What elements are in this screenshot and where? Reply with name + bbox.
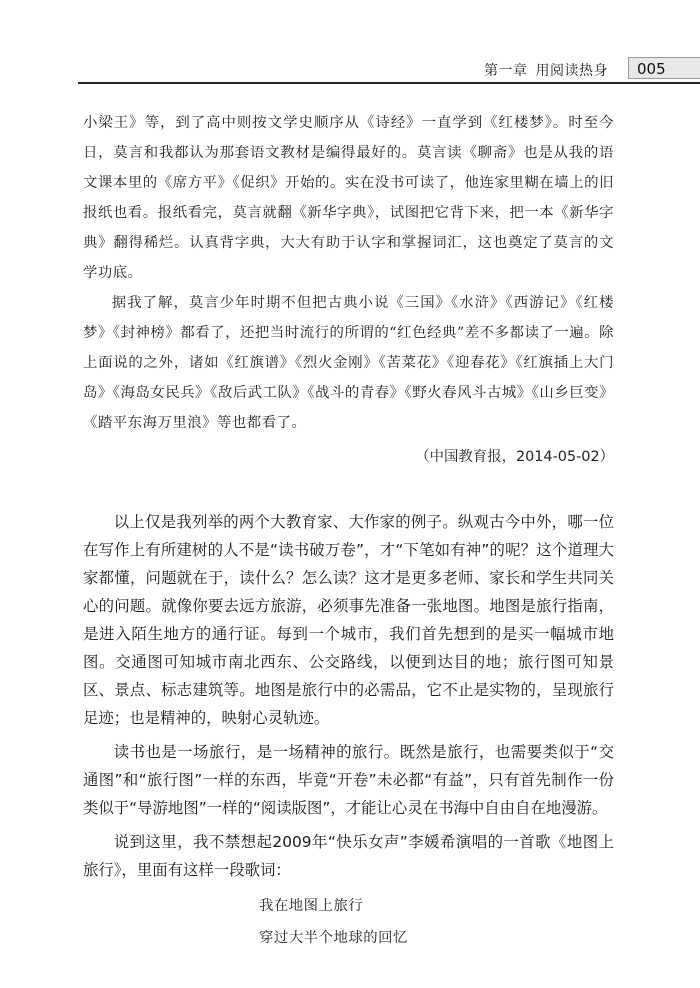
- chapter-title: 用阅读热身: [535, 63, 608, 79]
- main-text: [83, 508, 614, 884]
- body-paragraph: 说到这里，我不禁想起2009年“快乐女声”李媛希演唱的一首歌《地图上旅行》，里面有这样一段歌词：: [83, 833, 614, 879]
- lyric-line: 我在地图上旅行: [259, 898, 364, 914]
- header-rule: [78, 82, 700, 84]
- chapter-number: 第一章: [484, 63, 528, 79]
- lyric-line: 穿过大半个地球的回忆: [259, 930, 408, 946]
- body-paragraph: 读书也是一场旅行，是一场精神的旅行。既然是旅行，也需要类似于“交通图”和“旅行图”一样的东西，毕竟“开卷”未必都“有益”，只有首先制作一份类似于“导游地图”一样的“阅读版图”，才能让心灵在书海中自由自在地漫游。: [83, 743, 614, 817]
- quote-paragraph: 据我了解，莫言少年时期不但把古典小说《三国》《水浒》《西游记》《红楼梦》《封神榜》都看了，还把当时流行的所谓的“红色经典”差不多都读了一遍。除上面说的之外，诸如《红旗谱》《烈火金刚》《苦菜花》《迎春花》《红旗插上大门岛》《海岛女民兵》《敌后武工队》《战斗的青春》《野火春风斗古城》《山乡巨变》《踏平东海万里浪》等也都看了。: [83, 295, 614, 431]
- page-number: 005: [628, 57, 700, 79]
- running-header: [78, 0, 700, 86]
- page-body: [83, 108, 614, 954]
- song-lyrics: [83, 890, 614, 954]
- quoted-excerpt: [83, 108, 614, 472]
- chapter-heading: [484, 60, 608, 80]
- quote-source: （中国教育报，2014-05-02）: [415, 449, 614, 465]
- body-paragraph: 以上仅是我列举的两个大教育家、大作家的例子。纵观古今中外，哪一位在写作上有所建树的人不是“读书破万卷”，才“下笔如有神”的呢？这个道理大家都懂，问题就在于，读什么？怎么读？这才是更多老师、家长和学生共同关心的问题。就像你要去远方旅游，必须事先准备一张地图。地图是旅行指南，是进入陌生地方的通行证。每到一个城市，我们首先想到的是买一幅城市地图。交通图可知城市南北西东、公交路线，以便到达目的地；旅行图可知景区、景点、标志建筑等。地图是旅行中的必需品，它不止是实物的，呈现旅行足迹；也是精神的，映射心灵轨迹。: [83, 513, 614, 727]
- quote-paragraph: 小梁王》等，到了高中则按文学史顺序从《诗经》一直学到《红楼梦》。时至今日，莫言和我都认为那套语文教材是编得最好的。莫言读《聊斋》也是从我的语文课本里的《席方平》《促织》开始的。实在没书可读了，他连家里糊在墙上的旧报纸也看。报纸看完，莫言就翻《新华字典》，试图把它背下来，把一本《新华字典》翻得稀烂。认真背字典，大大有助于认字和掌握词汇，这也奠定了莫言的文学功底。: [83, 115, 614, 281]
